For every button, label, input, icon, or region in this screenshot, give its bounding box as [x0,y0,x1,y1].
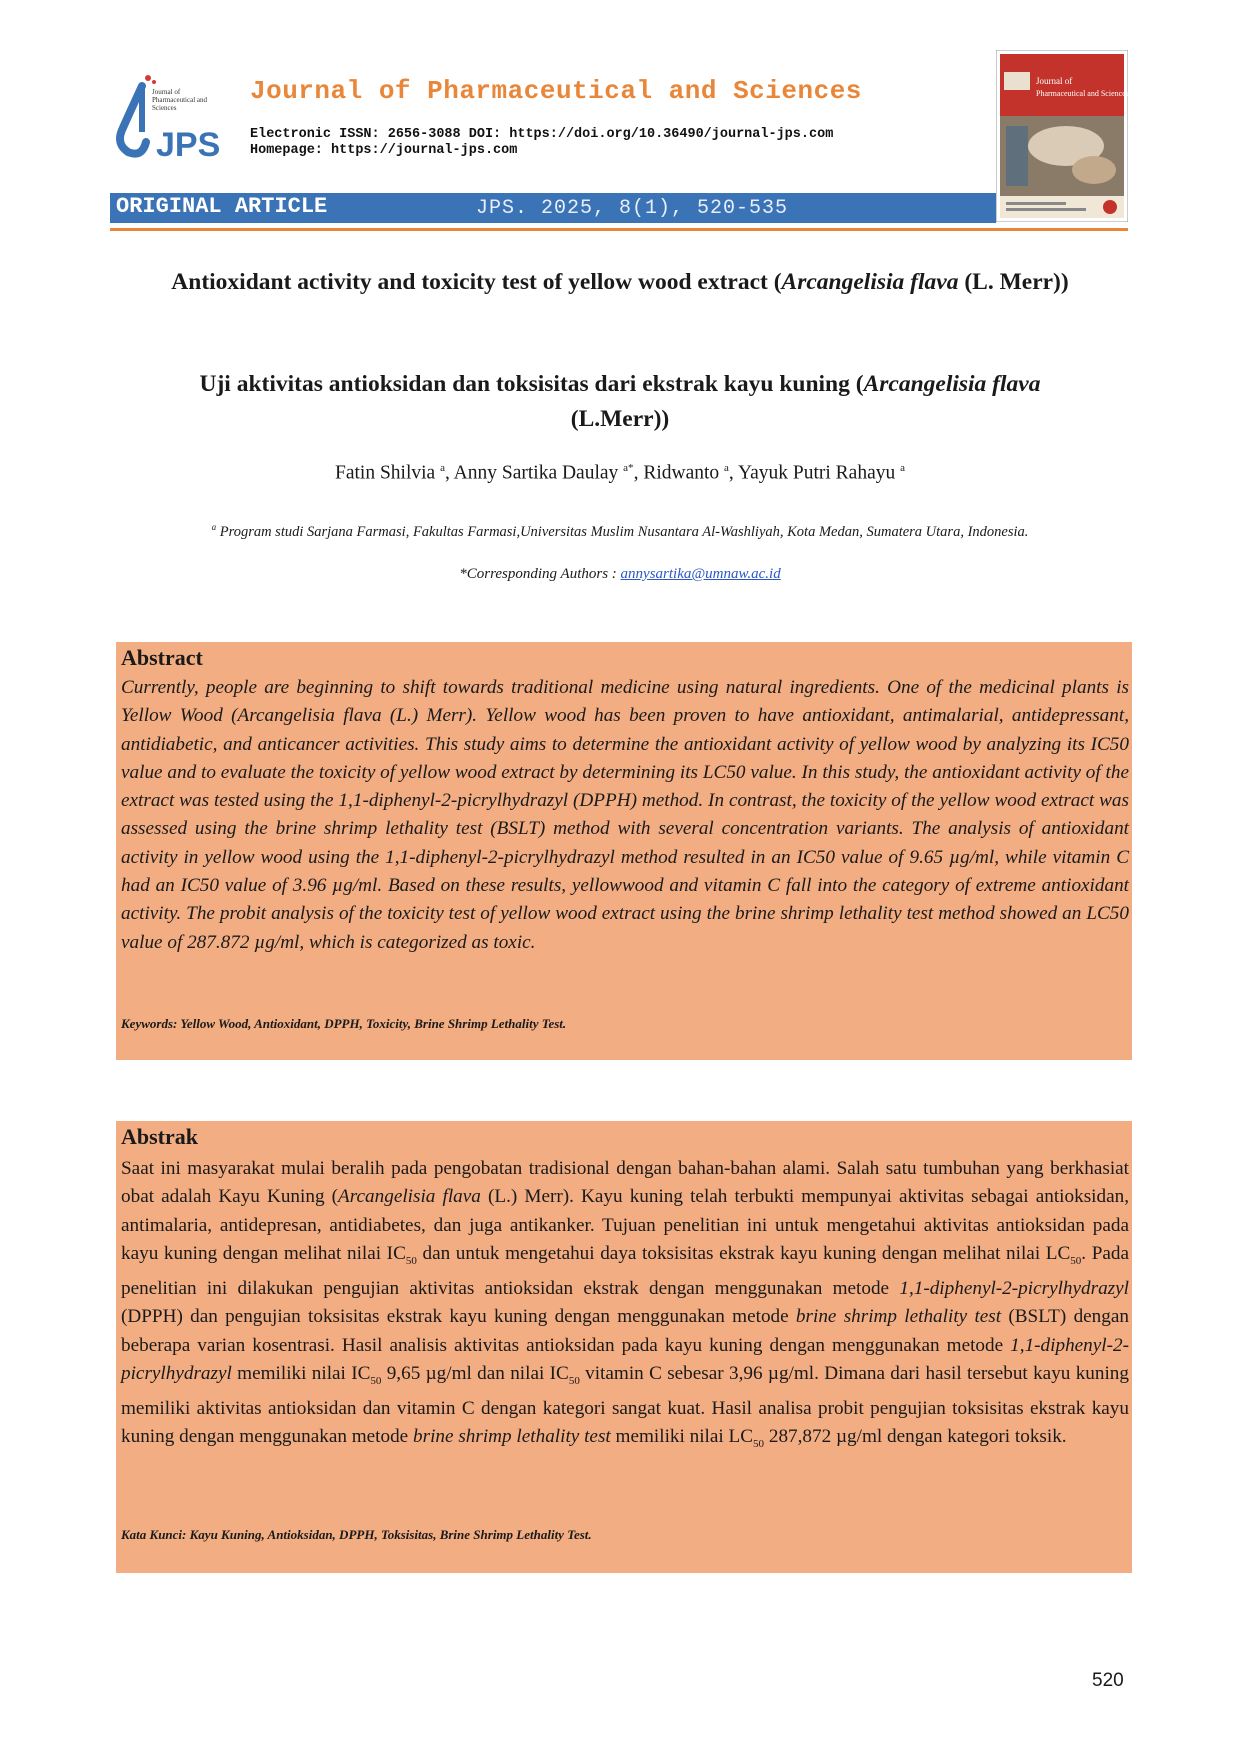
svg-text:Pharmaceutical and: Pharmaceutical and [152,96,208,104]
abstrak-heading: Abstrak [121,1124,199,1149]
author-name: Ridwanto [643,462,720,484]
author-name: Yayuk Putri Rahayu [737,462,896,484]
corresponding-author: *Corresponding Authors : annysartika@umnaw.ac.id [459,566,781,582]
kata-kunci: Kata Kunci: Kayu Kuning, Antioksidan, DPPH, Toksisitas, Brine Shrimp Lethality Test. [121,1527,592,1542]
article-type: ORIGINAL ARTICLE [116,194,328,219]
svg-text:Pharmaceutical and Sciences: Pharmaceutical and Sciences [1036,89,1128,98]
journal-title: Journal of Pharmaceutical and Sciences [250,76,862,106]
svg-text:Journal of: Journal of [1036,76,1073,86]
affiliation: $^a$ Program studi Sarjana Farmasi, Fakultas Farmasi,Universitas Muslim Nusantara Al-Washliyah, Kota Medan, Sumatera Utara, Indonesia. [211,522,1029,540]
keywords: Keywords: Yellow Wood, Antioxidant, DPPH, Toxicity, Brine Shrimp Lethality Test. [121,1016,567,1031]
issn-doi-line[interactable]: Electronic ISSN: 2656-3088 DOI: https://doi.org/10.36490/journal-jps.com [250,127,834,142]
abstrak-text: Saat ini masyarakat mulai beralih pada pengobatan tradisional dengan bahan-bahan alami. Salah satu tumbuhan yang berkhasiat obat adalah Kayu Kuning (Arcangelisia flava (L.) Merr). Kayu kuning telah terbukti mempunyai aktivitas sebagai antioksidan, antimalaria, antidepresan, antidiabetes, dan juga antikanker. Tujuan penelitian ini untuk mengetahui aktivitas antioksidan pada kayu kuning dengan melihat nilai $IC_{50}$ dan untuk mengetahui daya toksisitas ekstrak kayu kuning dengan melihat nilai $LC_{50}$. Pada penelitian ini dilakukan pengujian aktivitas antioksidan ekstrak dengan menggunakan metode 1,1-diphenyl-2-picrylhydrazyl (DPPH) dan pengujian toksisitas ekstrak kayu kuning dengan menggunakan metode brine shrimp lethality test (BSLT) dengan beberapa varian kosentrasi. Hasil analisis aktivitas antioksidan pada kayu kuning dengan menggunakan metode 1,1-diphenyl-2-picrylhydrazyl memiliki nilai $IC_{50}$ 9,65 µg/ml dan nilai $IC_{50}$ vitamin C sebesar 3,96 µg/ml. Dimana dari hasil tersebut kayu kuning memiliki aktivitas antioksidan dan vitamin C dengan kategori sangat kuat. Hasil analisa probit pengujian toksisitas ekstrak kayu kuning dengan menggunakan metode brine shrimp lethality test memiliki nilai $LC_{50}$ 287,872 µg/ml dengan kategori toksik. [121,1158,1129,1451]
journal-logo [112,72,224,164]
journal-cover-image [996,50,1128,222]
abstract-heading: Abstract [121,645,203,670]
author-name: Anny Sartika Daulay [453,462,619,484]
article-citation: JPS. 2025, 8(1), 520-535 [476,197,789,220]
author-list: Fatin Shilvia $^a$, Anny Sartika Daulay $^{a*}$, Ridwanto $^a$, Yayuk Putri Rahayu $^a$ [334,462,905,484]
svg-text:JPS: JPS [156,126,221,164]
title-english: Antioxidant activity and toxicity test of yellow wood extract (Arcangelisia flava (L. Merr)) [171,269,1069,295]
title-indonesian: Uji aktivitas antioksidan dan toksisitas dari ekstrak kayu kuning (Arcangelisia flava (L.Merr)) [199,371,1041,432]
author-name: Fatin Shilvia [334,462,436,484]
header-divider [110,228,1128,231]
email-link[interactable]: annysartika@umnaw.ac.id [620,566,781,582]
svg-text:Sciences: Sciences [152,104,177,112]
abstract-text: Currently, people are beginning to shift towards traditional medicine using natural ingredients. One of the medicinal plants is Yellow Wood (Arcangelisia flava (L.) Merr). Yellow wood has been proven to have antioxidant, antimalarial, antidepressant, antidiabetic, and anticancer activities. This study aims to determine the antioxidant activity of yellow wood by analyzing its IC50 value and to evaluate the toxicity of yellow wood extract by determining its LC50 value. In this study, the antioxidant activity of the extract was tested using the 1,1-diphenyl-2-picrylhydrazyl (DPPH) method. In contrast, the toxicity of the yellow wood extract was assessed using the brine shrimp lethality test (BSLT) method with several concentration variants. The analysis of antioxidant activity in yellow wood using the 1,1-diphenyl-2-picrylhydrazyl method resulted in an IC50 value of 9.65 µg/ml, while vitamin C had an IC50 value of 3.96 µg/ml. Based on these results, yellowwood and vitamin C fall into the category of extreme antioxidant activity. The probit analysis of the toxicity test of yellow wood extract using the brine shrimp lethality test method showed an LC50 value of 287.872 µg/ml, which is categorized as toxic. [121,677,1129,953]
svg-text:Journal of: Journal of [152,88,181,96]
page-number: 520 [1092,1670,1124,1691]
homepage-line[interactable]: Homepage: https://journal-jps.com [250,143,518,158]
